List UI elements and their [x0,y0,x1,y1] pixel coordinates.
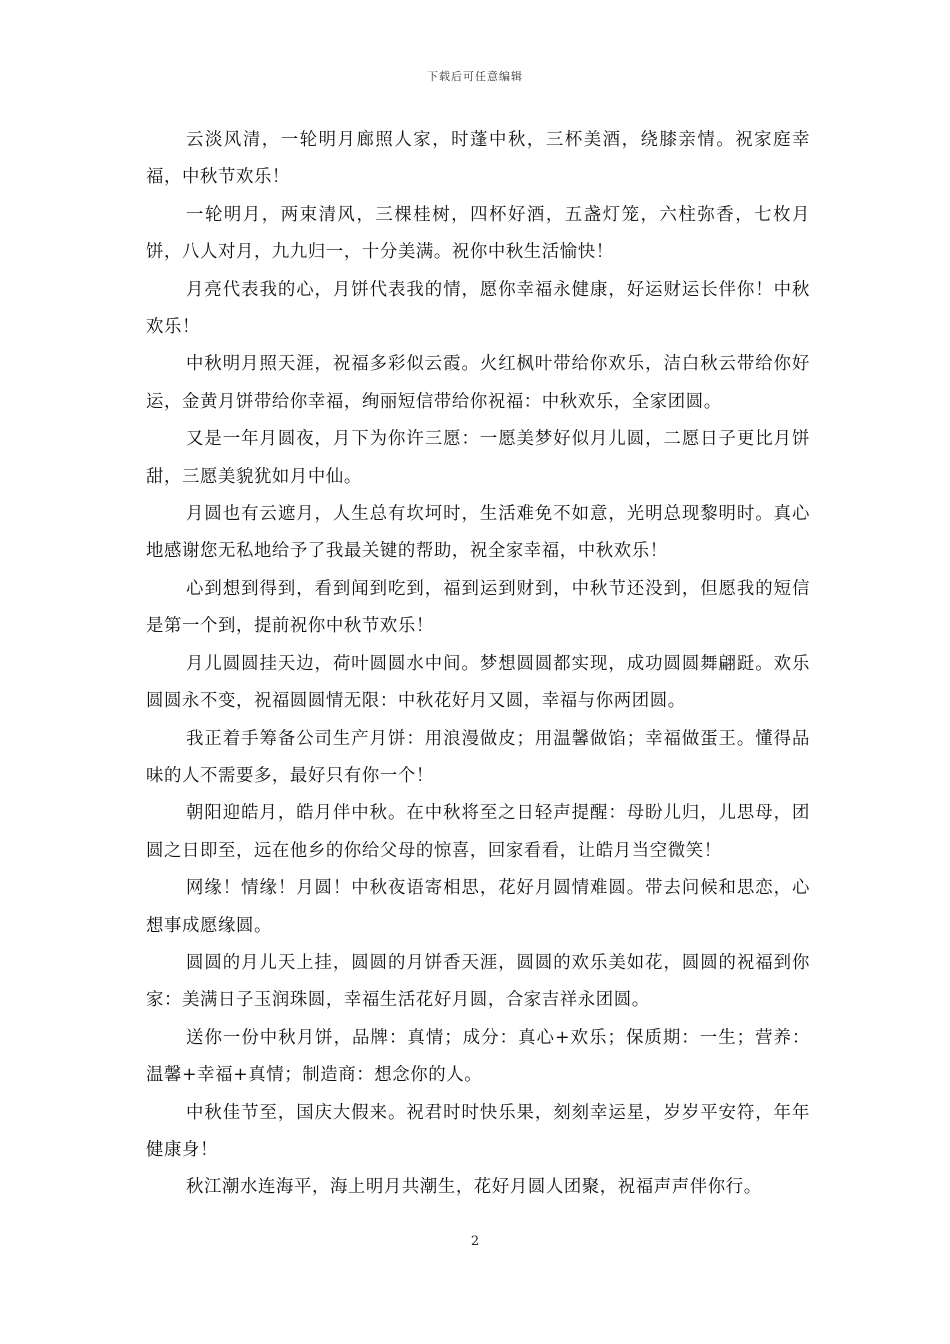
paragraph: 朝阳迎皓月，皓月伴中秋。在中秋将至之日轻声提醒：母盼儿归，儿思母，团圆之日即至，远在他乡的你给父母的惊喜，回家看看，让皓月当空微笑！ [146,803,810,861]
paragraph: 云淡风清，一轮明月廊照人家，时蓬中秋，三杯美酒，绕膝亲情。祝家庭幸福，中秋节欢乐！ [146,130,810,188]
page-number: 2 [470,1234,480,1249]
paragraph: 月亮代表我的心，月饼代表我的情，愿你幸福永健康，好运财运长伴你！中秋欢乐！ [146,279,810,338]
paragraph: 月儿圆圆挂天边，荷叶圆圆水中间。梦想圆圆都实现，成功圆圆舞翩跹。欢乐圆圆永不变，祝福圆圆情无限：中秋花好月又圆，幸福与你两团圆。 [146,653,810,712]
paragraph: 中秋佳节至，国庆大假来。祝君时时快乐果，刻刻幸运星，岁岁平安符，年年健康身！ [146,1102,810,1160]
paragraph: 送你一份中秋月饼，品牌：真情；成分：真心+欢乐；保质期：一生；营养：温馨+幸福+真情；制造商：想念你的人。 [146,1027,810,1086]
paragraph: 一轮明月，两束清风，三棵桂树，四杯好酒，五盏灯笼，六柱弥香，七枚月饼，八人对月，九九归一，十分美满。祝你中秋生活愉快！ [146,204,810,263]
paragraph: 心到想到得到，看到闻到吃到，福到运到财到，中秋节还没到，但愿我的短信是第一个到，提前祝你中秋节欢乐！ [146,578,810,637]
paragraph: 圆圆的月儿天上挂，圆圆的月饼香天涯，圆圆的欢乐美如花，圆圆的祝福到你家：美满日子玉润珠圆，幸福生活花好月圆，合家吉祥永团圆。 [146,952,810,1011]
page-header: 下载后可任意编辑 [427,70,523,83]
paragraph: 我正着手筹备公司生产月饼：用浪漫做皮；用温馨做馅；幸福做蛋王。懂得品味的人不需要多，最好只有你一个！ [146,728,810,786]
paragraph: 月圆也有云遮月，人生总有坎坷时，生活难免不如意，光明总现黎明时。真心地感谢您无私地给予了我最关键的帮助，祝全家幸福，中秋欢乐！ [146,504,810,562]
paragraph: 秋江潮水连海平，海上明月共潮生，花好月圆人团聚，祝福声声伴你行。 [186,1177,762,1198]
paragraph: 又是一年月圆夜，月下为你许三愿：一愿美梦好似月儿圆，二愿日子更比月饼甜，三愿美貌犹如月中仙。 [146,429,810,487]
document-body [146,122,810,1207]
paragraph: 中秋明月照天涯，祝福多彩似云霞。火红枫叶带给你欢乐，洁白秋云带给你好运，金黄月饼带给你幸福，绚丽短信带给你祝福：中秋欢乐，全家团圆。 [146,354,810,412]
paragraph: 网缘！情缘！月圆！中秋夜语寄相思，花好月圆情难圆。带去问候和思恋，心想事成愿缘圆。 [146,878,810,936]
